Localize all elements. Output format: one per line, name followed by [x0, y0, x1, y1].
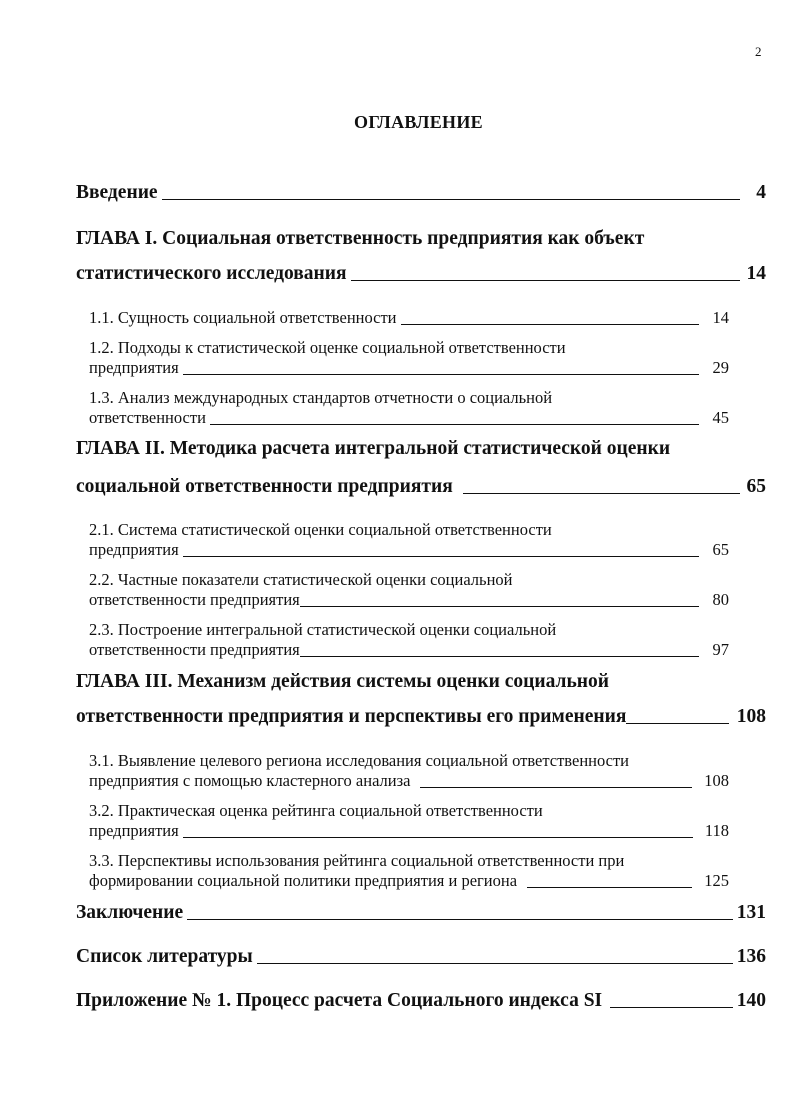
- toc-entry-references: [76, 946, 766, 968]
- section-title-cont: ответственности: [89, 408, 206, 427]
- chapter3-title-line1: ГЛАВА III. Механизм действия системы оценки социальной: [76, 671, 610, 692]
- section-title-cont: ответственности предприятия: [89, 640, 300, 659]
- section-page: 14: [712, 308, 729, 327]
- section-title-cont: предприятия: [89, 540, 179, 559]
- section-3-1-line1: 3.1. Выявление целевого региона исследования социальной ответственности: [89, 751, 630, 770]
- leader-line: [210, 424, 699, 425]
- leader-line: [610, 1007, 733, 1008]
- leader-line: [626, 723, 728, 724]
- toc-entry-chapter3: [76, 706, 766, 728]
- chapter2-title-line2: социальной ответственности предприятия: [76, 476, 453, 497]
- chapter2-title-line1: ГЛАВА II. Методика расчета интегральной статистической оценки: [76, 438, 671, 459]
- toc-entry-section-1-3: [89, 408, 729, 428]
- section-page: 108: [704, 771, 729, 790]
- toc-entry-label: Введение: [76, 182, 158, 203]
- leader-line: [420, 787, 692, 788]
- leader-line: [187, 919, 733, 920]
- toc-entry-page: 108: [736, 706, 766, 727]
- toc-entry-section-3-2: [89, 821, 729, 841]
- leader-line: [183, 837, 693, 838]
- leader-line: [183, 556, 699, 557]
- section-page: 97: [712, 640, 729, 659]
- toc-entry-page: 65: [746, 476, 766, 497]
- section-page: 118: [704, 821, 729, 840]
- section-title-cont: ответственности предприятия: [89, 590, 300, 609]
- section-title-cont: формировании социальной политики предприятия и региона: [89, 871, 518, 890]
- chapter3-title-line2: ответственности предприятия и перспективы его применения: [76, 706, 627, 727]
- toc-title: ОГЛАВЛЕНИЕ: [354, 112, 483, 132]
- toc-entry-section-1-1: [89, 308, 729, 328]
- section-page: 125: [704, 871, 729, 890]
- toc-entry-page: 136: [736, 946, 766, 967]
- toc-entry-appendix: [76, 990, 766, 1012]
- leader-line: [351, 280, 740, 281]
- section-1-2-line1: 1.2. Подходы к статистической оценке социальной ответственности: [89, 338, 566, 357]
- toc-entry-section-1-2: [89, 358, 729, 378]
- section-2-1-line1: 2.1. Система статистической оценки социальной ответственности: [89, 520, 552, 539]
- leader-line: [463, 493, 740, 494]
- section-2-2-line1: 2.2. Частные показатели статистической оценки социальной: [89, 570, 513, 589]
- toc-entry-section-2-3: [89, 640, 729, 660]
- toc-entry-section-3-3: [89, 871, 729, 891]
- leader-line: [300, 656, 699, 657]
- leader-line: [527, 887, 692, 888]
- toc-entry-section-3-1: [89, 771, 729, 791]
- section-title-cont: предприятия с помощью кластерного анализа: [89, 771, 411, 790]
- section-3-3-line1: 3.3. Перспективы использования рейтинга социальной ответственности при: [89, 851, 625, 870]
- section-title: 1.1. Сущность социальной ответственности: [89, 308, 397, 327]
- section-page: 65: [712, 540, 729, 559]
- section-2-3-line1: 2.3. Построение интегральной статистической оценки социальной: [89, 620, 557, 639]
- chapter1-title-line2: статистического исследования: [76, 263, 347, 284]
- leader-line: [257, 963, 733, 964]
- toc-entry-page: 131: [736, 902, 766, 923]
- section-title-cont: предприятия: [89, 358, 179, 377]
- toc-entry-page: 4: [756, 182, 766, 203]
- page-number: 2: [755, 44, 762, 59]
- toc-entry-label: Приложение № 1. Процесс расчета Социального индекса SI: [76, 990, 603, 1011]
- chapter1-title-line1: ГЛАВА I. Социальная ответственность предприятия как объект: [76, 228, 645, 249]
- toc-entry-chapter2: [76, 476, 766, 498]
- toc-entry-chapter1: [76, 263, 766, 285]
- leader-line: [162, 199, 740, 200]
- toc-entry-section-2-1: [89, 540, 729, 560]
- toc-entry-label: Список литературы: [76, 946, 253, 967]
- section-page: 45: [712, 408, 729, 427]
- toc-entry-page: 140: [736, 990, 766, 1011]
- toc-entry-conclusion: [76, 902, 766, 924]
- leader-line: [401, 324, 699, 325]
- section-page: 80: [712, 590, 729, 609]
- section-page: 29: [712, 358, 729, 377]
- section-3-2-line1: 3.2. Практическая оценка рейтинга социальной ответственности: [89, 801, 543, 820]
- leader-line: [300, 606, 699, 607]
- section-1-3-line1: 1.3. Анализ международных стандартов отчетности о социальной: [89, 388, 553, 407]
- leader-line: [183, 374, 699, 375]
- toc-entry-page: 14: [746, 263, 766, 284]
- toc-entry-section-2-2: [89, 590, 729, 610]
- toc-entry-label: Заключение: [76, 902, 184, 923]
- toc-entry-intro: [76, 182, 766, 204]
- section-title-cont: предприятия: [89, 821, 179, 840]
